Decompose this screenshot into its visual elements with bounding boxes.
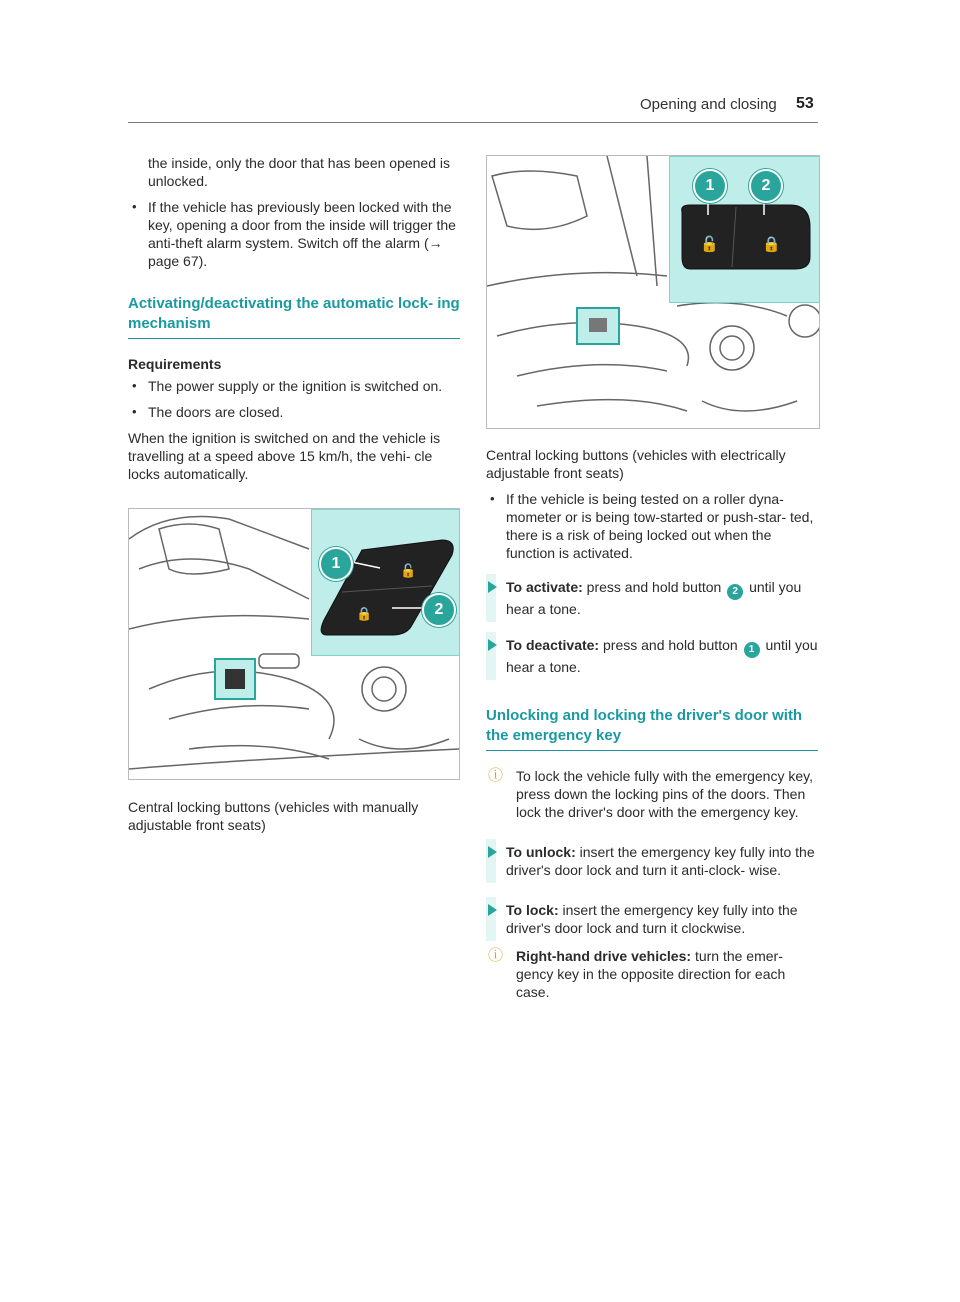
heading-text: Unlocking and locking the driver's door with the emergency key bbox=[486, 707, 803, 744]
requirement-item: • The doors are closed. bbox=[128, 403, 460, 421]
step-arrow-icon bbox=[488, 846, 497, 858]
inline-callout: 1 bbox=[744, 642, 760, 658]
header-rule bbox=[128, 122, 818, 123]
step-label: To unlock: bbox=[506, 844, 576, 860]
info-icon: ⓘ bbox=[488, 947, 504, 964]
figure-caption: Central locking buttons (vehicles with manually adjustable front seats) bbox=[128, 799, 419, 833]
step-text: until you hear a tone. bbox=[506, 637, 818, 675]
note-lock bbox=[486, 767, 818, 821]
lock-buttons-drawing bbox=[312, 510, 460, 655]
callout-2: 2 bbox=[422, 593, 456, 627]
right-column bbox=[486, 446, 818, 1001]
svg-text:🔒: 🔒 bbox=[762, 236, 781, 253]
step-deactivate bbox=[486, 636, 818, 676]
svg-text:🔓: 🔓 bbox=[700, 236, 719, 253]
page-number: 53 bbox=[796, 95, 814, 112]
figure-inset bbox=[669, 156, 820, 303]
callout-1: 1 bbox=[319, 547, 353, 581]
figure-manual-seats bbox=[128, 508, 460, 780]
svg-text:🔓: 🔓 bbox=[400, 563, 417, 578]
figure-inset bbox=[311, 509, 460, 656]
step-unlock bbox=[486, 843, 818, 879]
requirement-item: • The power supply or the ignition is switched on. bbox=[128, 377, 460, 395]
step-lock bbox=[486, 901, 818, 937]
heading-text: Activating/deactivating the automatic lock- ing mechanism bbox=[128, 295, 460, 332]
requirements-label: Requirements bbox=[128, 356, 222, 372]
left-caption-block bbox=[128, 798, 460, 842]
step-text: press and hold button bbox=[586, 579, 722, 595]
step-activate bbox=[486, 578, 818, 618]
heading-automatic-lock bbox=[128, 294, 460, 339]
step-label: To lock: bbox=[506, 902, 559, 918]
info-icon: ⓘ bbox=[488, 767, 504, 784]
note-label: Right-hand drive vehicles: bbox=[516, 948, 692, 964]
auto-lock-paragraph: When the ignition is switched on and the vehicle is travelling at a speed above 15 km/h, the vehi- cle locks automatically. bbox=[128, 430, 441, 482]
note-text: To lock the vehicle fully with the emergency key, press down the locking pins of the doors. Then lock the driver's door with the emergency key. bbox=[516, 768, 813, 820]
callout-2: 2 bbox=[749, 169, 783, 203]
note-text: turn the emer- gency key in the opposite direction for each case. bbox=[516, 948, 786, 1000]
intro-continuation: the inside, only the door that has been opened is unlocked. bbox=[148, 155, 450, 189]
callout-1: 1 bbox=[693, 169, 727, 203]
step-text: insert the emergency key fully into the driver's door lock and turn it clockwise. bbox=[506, 902, 798, 936]
step-arrow-icon bbox=[488, 904, 497, 916]
figure-caption: Central locking buttons (vehicles with electrically adjustable front seats) bbox=[486, 447, 786, 481]
section-title: Opening and closing bbox=[640, 96, 777, 113]
step-text: press and hold button bbox=[603, 637, 738, 653]
svg-text:🔒: 🔒 bbox=[356, 606, 373, 621]
inline-callout: 2 bbox=[727, 584, 743, 600]
figure-electric-seats bbox=[486, 155, 820, 429]
heading-emergency-key bbox=[486, 706, 818, 751]
bullet-lockout: • If the vehicle is being tested on a roller dyna- mometer or is being tow-started or push-star- ted, there is a risk of being locked out when the function is activated. bbox=[486, 490, 818, 562]
lock-buttons-drawing bbox=[670, 157, 820, 302]
step-label: To deactivate: bbox=[506, 637, 600, 653]
step-text: insert the emergency key fully into the driver's door lock and turn it anti-clock- wise. bbox=[506, 844, 815, 878]
step-text: until you hear a tone. bbox=[506, 579, 802, 617]
step-arrow-icon bbox=[488, 581, 497, 593]
step-arrow-icon bbox=[488, 639, 497, 651]
bullet-alarm: • If the vehicle has previously been locked with the key, opening a door from the inside will trigger the anti-theft alarm system. Switch off the alarm (→ page 67). bbox=[128, 198, 460, 270]
step-label: To activate: bbox=[506, 579, 583, 595]
left-column bbox=[128, 154, 460, 491]
heading-rule bbox=[486, 750, 818, 751]
note-rhd bbox=[486, 947, 818, 1001]
heading-rule bbox=[128, 338, 460, 339]
